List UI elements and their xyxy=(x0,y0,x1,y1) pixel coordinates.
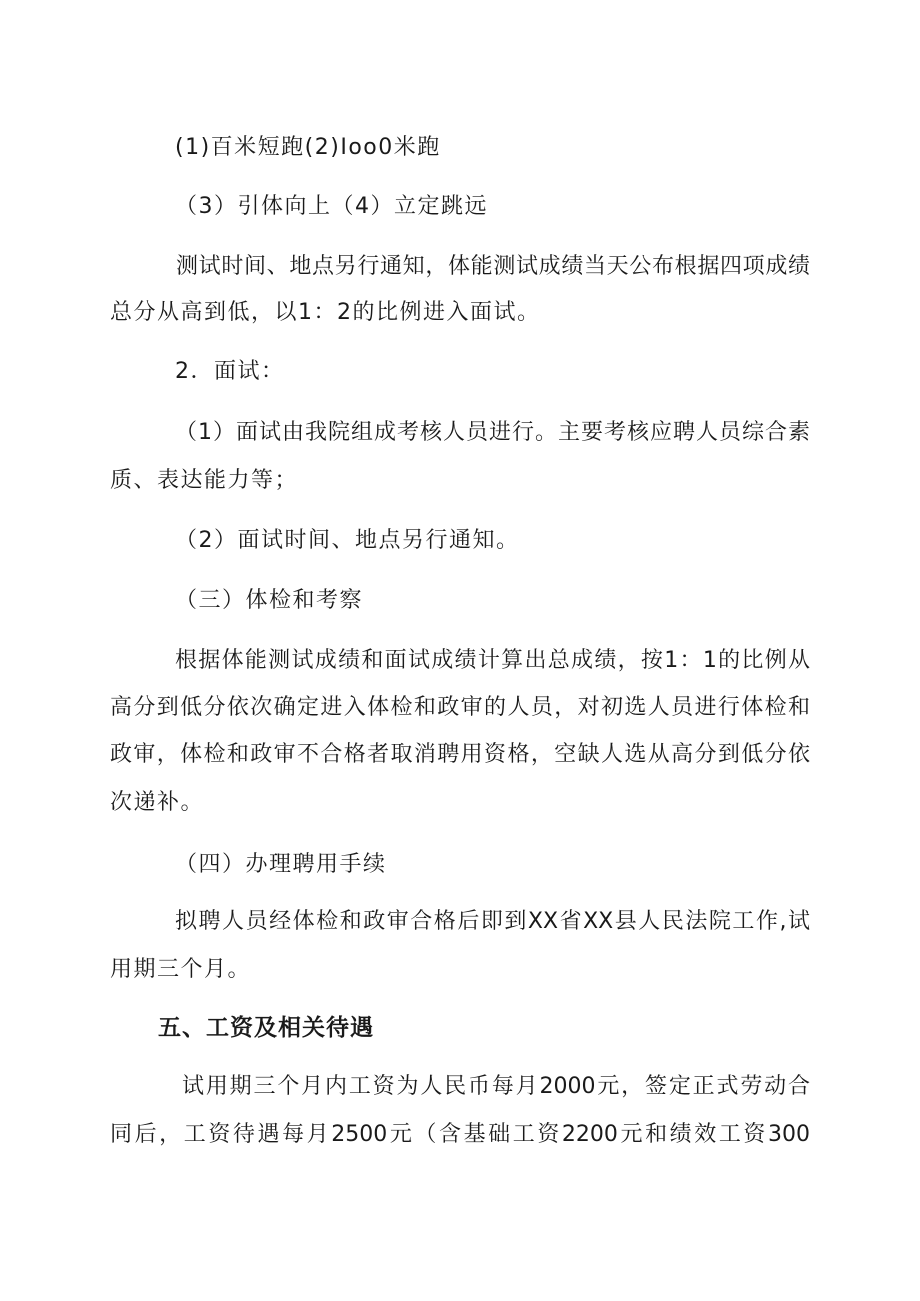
paragraph-line: 次递补。 xyxy=(110,790,205,815)
paragraph-line: 试用期三个月内工资为人民币每月2000元，签定正式劳动合 xyxy=(182,1074,810,1099)
section-subheading: （三）体检和考察 xyxy=(175,588,364,613)
paragraph-line: 质、表达能力等； xyxy=(110,468,299,493)
paragraph-line: 用期三个月。 xyxy=(110,957,252,982)
paragraph-line: 总分从高到低，以1：2的比例进入面试。 xyxy=(110,300,541,325)
paragraph-line: 同后，工资待遇每月2500元（含基础工资2200元和绩效工资300 xyxy=(110,1122,810,1147)
text-line: （3）引体向上（4）立定跳远 xyxy=(175,194,488,219)
text-line: (1)百米短跑(2)Ioo0米跑 xyxy=(175,135,441,160)
paragraph-line: 政审，体检和政审不合格者取消聘用资格，空缺人选从高分到低分依 xyxy=(110,742,810,767)
paragraph-line: （1）面试由我院组成考核人员进行。主要考核应聘人员综合素 xyxy=(175,420,810,445)
section-heading: 五、工资及相关待遇 xyxy=(158,1015,374,1041)
section-subheading: （四）办理聘用手续 xyxy=(175,852,387,877)
paragraph-line: 高分到低分依次确定进入体检和政审的人员，对初选人员进行体检和 xyxy=(110,695,810,720)
paragraph-line: 根据体能测试成绩和面试成绩计算出总成绩，按1：1的比例从 xyxy=(175,648,810,673)
paragraph-line: （2）面试时间、地点另行通知。 xyxy=(175,528,520,553)
section-subheading: 2．面试： xyxy=(175,359,285,384)
paragraph-line: 测试时间、地点另行通知，体能测试成绩当天公布根据四项成绩 xyxy=(176,254,810,279)
paragraph-line: 拟聘人员经体检和政审合格后即到XX省XX县人民法院工作,试 xyxy=(175,909,810,934)
